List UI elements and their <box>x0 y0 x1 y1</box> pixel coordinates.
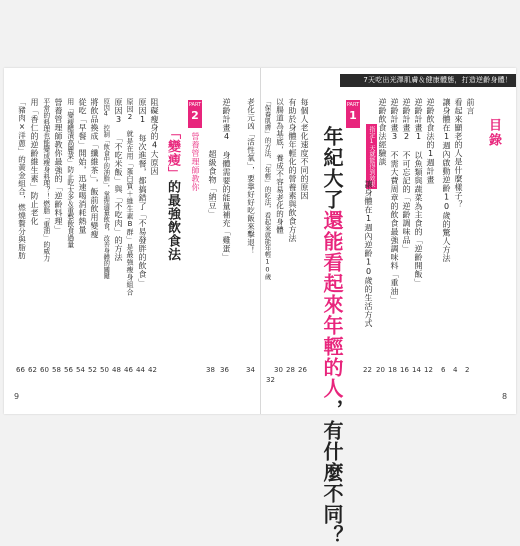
part2-heading-post: 的最強飲食法 <box>165 180 180 261</box>
page-number-left: 9 <box>14 392 20 401</box>
toc-entry: 營養管理師教你最強的「逆齡料理」 <box>54 98 63 234</box>
toc-title: 目錄 <box>486 118 501 148</box>
toc-entry: 以腸道為基底，養成不容易老化的身體 <box>275 98 285 234</box>
toc-entry: 逆齡計畫2 不可忘記的「逆齡調味品」 <box>402 98 411 253</box>
part-badge-word: PART <box>188 102 202 108</box>
toc-page-number: 54 <box>76 366 85 374</box>
part2-sub-label: 營養管理師教你 <box>191 132 200 192</box>
toc-page-number: 52 <box>88 366 97 374</box>
toc-entry: 原因3 「不吃米飯」與「不吃肉」的方法 <box>114 98 123 262</box>
running-header-text: 7天吃出光澤肌膚＆健康體態，打造逆齡身體！ <box>363 76 512 84</box>
running-header-bar <box>340 74 516 87</box>
toc-page-number: 22 <box>363 366 372 374</box>
toc-page-number: 2 <box>465 366 470 374</box>
toc-entry: 阻礙瘦身的4大原因 <box>150 98 159 176</box>
toc-page-number: 28 <box>286 366 295 374</box>
part2-heading-highlight: 「變瘦」 <box>165 126 180 180</box>
highlight-tag: 指定1天就能得到效果 <box>368 126 375 187</box>
toc-entry: 逆齡計畫4 身體需要的能量補充「雞蛋」 <box>222 98 231 262</box>
toc-entry: 「保養肌膚」的方法、「年輕」的吃法，看起來就能年輕10歲 <box>263 98 272 280</box>
toc-entry: 用「變瘦醋漬高麗菜」防止吃太多＆重整飲食過量 <box>65 98 74 248</box>
part-badge-number: 2 <box>191 109 199 122</box>
toc-entry: 原因1 每次進餐，都搞錯了「不易發胖的飲食」 <box>138 98 147 287</box>
toc-page-number: 36 <box>220 366 229 374</box>
part2-badge <box>188 100 202 128</box>
toc-entry: 原因4 控制「飲食中的油脂」，掌握適量飲食，改善身體的關鍵 <box>102 98 110 279</box>
toc-entry: 逆齡飲食法的1週計畫 <box>426 98 435 184</box>
toc-page-number: 32 <box>266 376 275 384</box>
toc-entry: 超級食物「納豆」 <box>208 150 217 218</box>
toc-page-number: 6 <box>441 366 446 374</box>
toc-page-number: 26 <box>298 366 307 374</box>
part1-heading-post: ，有什麼不同？ <box>320 399 344 546</box>
part1-heading-highlight: 還能看起來年輕的人 <box>320 210 344 399</box>
toc-page-number: 42 <box>148 366 157 374</box>
toc-entry: 讓身體在1週內逆齡10歲的生活方式 <box>364 180 373 328</box>
toc-page-number: 56 <box>64 366 73 374</box>
part1-heading-pre: 年紀大了 <box>320 126 344 210</box>
toc-page-number: 18 <box>388 366 397 374</box>
toc-page-number: 50 <box>100 366 109 374</box>
toc-entry: 逆齡計畫3 不需大費周章的飲食最強調味料「重油」 <box>390 98 399 304</box>
toc-entry: 前言 <box>466 98 475 115</box>
toc-page-number: 46 <box>124 366 133 374</box>
toc-entry: 看起來顯老的人是什麼樣子？ <box>454 98 463 209</box>
toc-page-number: 48 <box>112 366 121 374</box>
toc-page-number: 58 <box>52 366 61 374</box>
toc-page-number: 66 <box>16 366 25 374</box>
toc-page-number: 38 <box>206 366 215 374</box>
part1-badge <box>346 100 360 128</box>
toc-entry: 「豬肉×洋蔥」的黃金組合，燃燒贅分與脂肪 <box>17 98 27 260</box>
toc-entry: 從吃「早餐」開始，迅速喝消耗熱量 <box>78 98 87 234</box>
toc-entry: 原因2 就是在用「蛋白質＋維生素B群」是最強瘦身組合 <box>126 98 134 296</box>
toc-page-number: 16 <box>400 366 409 374</box>
book-gutter <box>260 68 261 414</box>
toc-page-number: 62 <box>28 366 37 374</box>
toc-entry: 老化元凶「活性氧」，要靠好好吃飯來擊退！ <box>246 98 256 255</box>
toc-page-number: 12 <box>424 366 433 374</box>
toc-entry: 將飲品換成「纖維茶」，飯前飲用變瘦 <box>90 98 99 239</box>
toc-entry: 平常的料理也能變成瘦身料理？！燃脂「重油」的威力 <box>41 98 50 262</box>
toc-entry: 逆齡飲食法經驗談 <box>378 98 387 166</box>
toc-entry: 逆齡計畫1 以魚類與蔬菜為主食的「逆齡開飯」 <box>414 98 423 287</box>
toc-entry: 讓身體在1週內啟動逆齡10歲的驚人方法 <box>442 98 451 263</box>
part-badge-number: 1 <box>349 109 357 122</box>
part-badge-word: PART <box>346 102 360 108</box>
toc-page-number: 14 <box>412 366 421 374</box>
toc-entry: 用「香仁的逆齡維生素」防止老化 <box>30 98 39 226</box>
toc-page-number: 20 <box>376 366 385 374</box>
page-number-right: 8 <box>502 392 508 401</box>
toc-entry: 有助於身體年輕化的營養素與飲食方法 <box>288 98 297 243</box>
toc-page-number: 60 <box>40 366 49 374</box>
toc-page-number: 44 <box>136 366 145 374</box>
part1-heading <box>322 126 342 546</box>
toc-page-number: 30 <box>274 366 283 374</box>
toc-page-number: 34 <box>246 366 255 374</box>
part2-heading <box>166 126 179 261</box>
toc-page-number: 4 <box>453 366 458 374</box>
toc-entry: 每個人老化速度不同的原因 <box>300 98 309 200</box>
